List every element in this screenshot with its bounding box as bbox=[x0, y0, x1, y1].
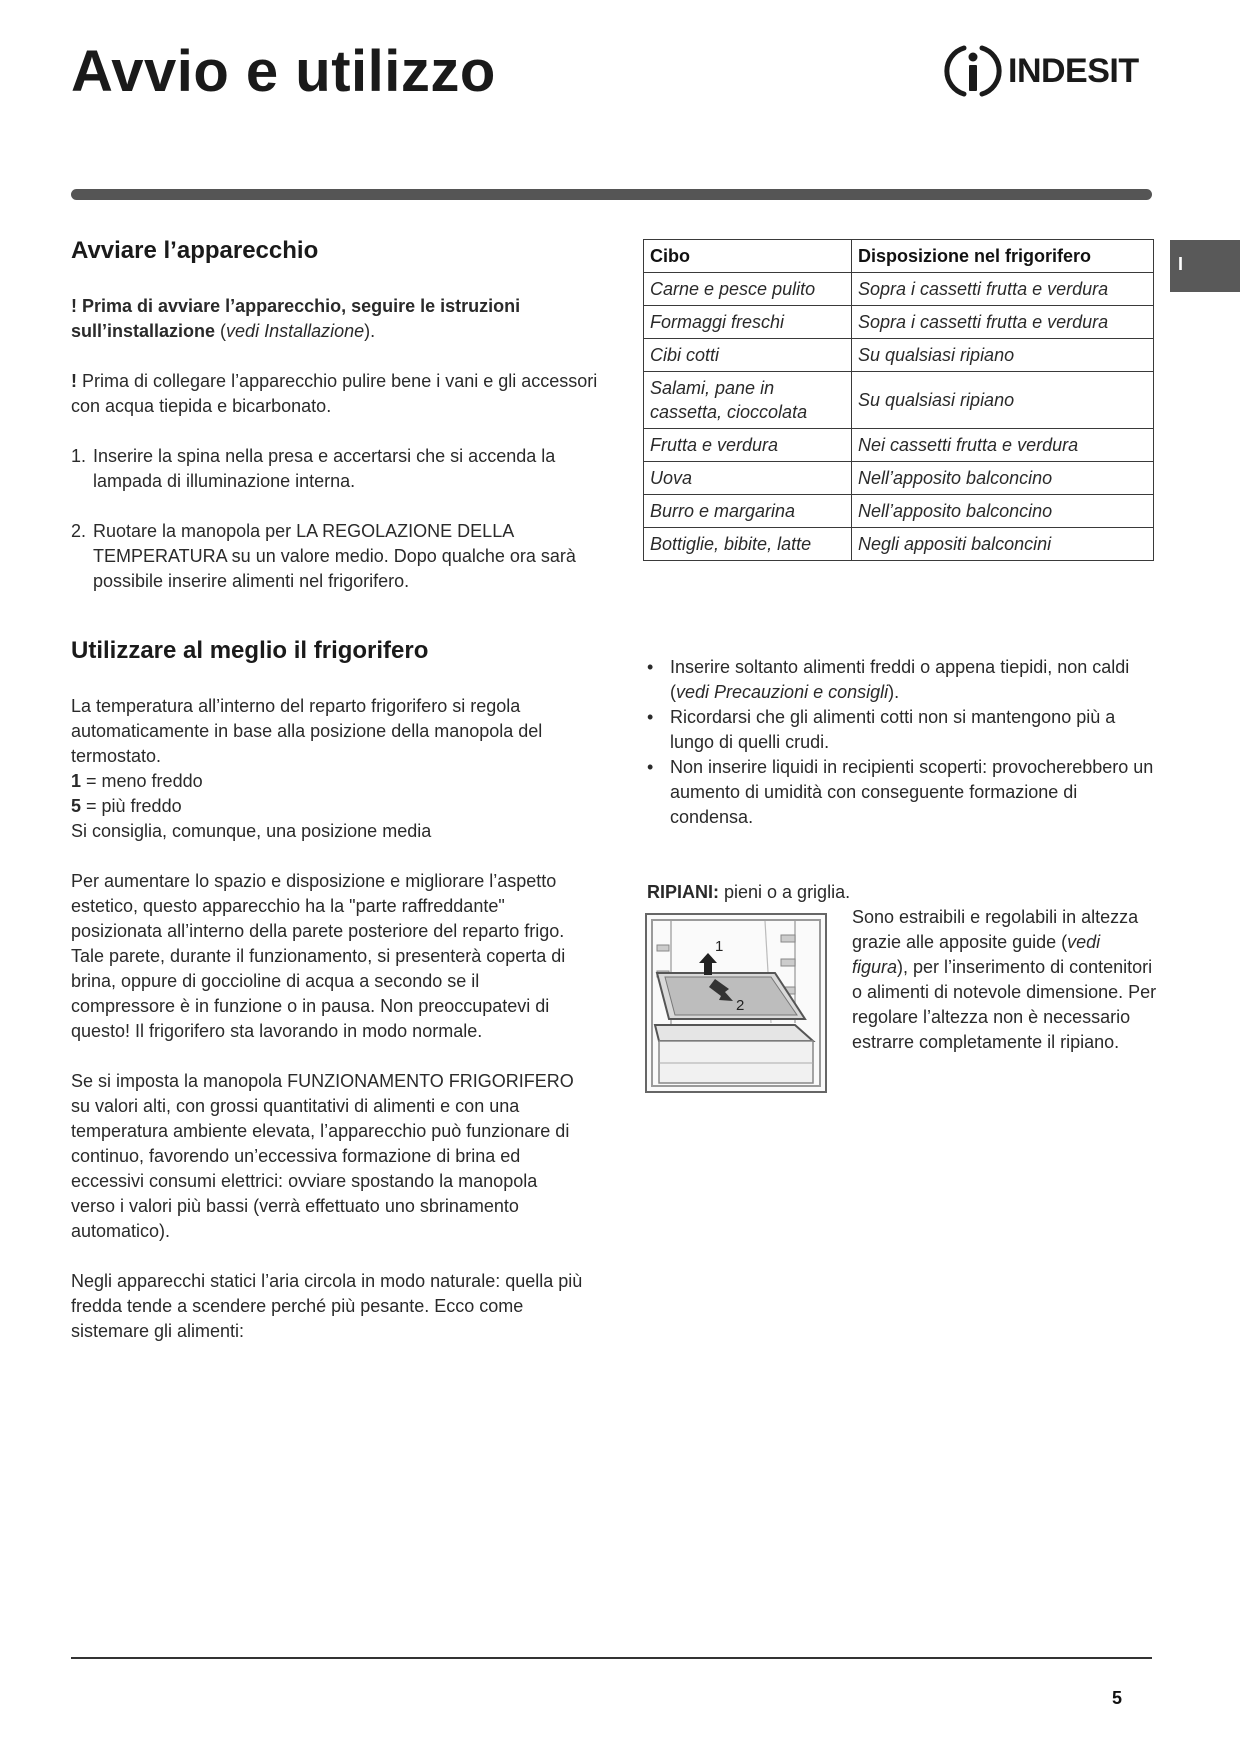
language-tab bbox=[1170, 240, 1240, 292]
shelves-label-rest: pieni o a griglia. bbox=[719, 882, 851, 902]
warning-clean-text: Prima di collegare l’apparecchio pulire bene i vani e gli accessori con acqua tiepida e bicarbonato. bbox=[71, 371, 598, 416]
food-placement-table-wrap bbox=[643, 239, 1154, 561]
scale-1-text: = meno freddo bbox=[81, 771, 203, 791]
shelves-text-b: ), per l’inserimento di contenitori o alimenti di notevole dimensione. Per regolare l’altezza non è necessario estrarre completamente il ripiano. bbox=[852, 957, 1157, 1052]
table-cell: Su qualsiasi ripiano bbox=[852, 339, 1154, 372]
shelves-label-line bbox=[647, 880, 850, 905]
air-circulation-paragraph: Negli apparecchi statici l’aria circola in modo naturale: quella più fredda tende a scendere perché più pesante. Ecco come sistemare gli alimenti: bbox=[71, 1271, 583, 1341]
brand-logo bbox=[944, 42, 1139, 100]
step-2 bbox=[71, 519, 601, 594]
table-cell: Formaggi freschi bbox=[644, 306, 852, 339]
table-header-cell: Disposizione nel frigorifero bbox=[852, 240, 1154, 273]
shelves-text-a: Sono estraibili e regolabili in altezza grazie alle apposite guide ( bbox=[852, 907, 1139, 952]
scale-5 bbox=[71, 794, 586, 819]
list-item bbox=[645, 655, 1155, 705]
tip-text-end: ). bbox=[888, 682, 900, 702]
food-placement-table bbox=[643, 239, 1154, 561]
table-cell: Carne e pesce pulito bbox=[644, 273, 852, 306]
table-cell: Cibi cotti bbox=[644, 339, 852, 372]
step-text: Inserire la spina nella presa e accertarsi che si accenda la lampada di illuminazione interna. bbox=[93, 446, 556, 491]
language-tab-label: I bbox=[1178, 254, 1184, 274]
shelves-description bbox=[852, 905, 1157, 1055]
table-cell: Nell’apposito balconcino bbox=[852, 462, 1154, 495]
table-row bbox=[644, 462, 1154, 495]
tip-text: Inserire soltanto alimenti freddi o appena tiepidi, non caldi ( bbox=[670, 657, 1130, 702]
warning-clean-mark: ! bbox=[71, 371, 77, 391]
high-setting-paragraph: Se si imposta la manopola FUNZIONAMENTO FRIGORIFERO su valori alti, con grossi quantitativi di alimenti e con una temperatura ambiente elevata, l’apparecchio può funzionare di continuo, favorendo un’eccessiva formazione di brina ed eccessivi consumi elettrici: ovviare spostando la manopola verso i valori più bassi (verrà effettuato uno sbrinamento automatico). bbox=[71, 1071, 574, 1241]
thermostat-paragraph bbox=[71, 694, 586, 844]
table-row bbox=[644, 372, 1154, 429]
figure-label-1: 1 bbox=[715, 938, 724, 955]
section-use-heading: Utilizzare al meglio il frigorifero bbox=[71, 637, 429, 664]
scale-1 bbox=[71, 769, 586, 794]
table-cell: Salami, pane in cassetta, cioccolata bbox=[644, 372, 852, 429]
table-header-cell: Cibo bbox=[644, 240, 852, 273]
tips-list-wrap bbox=[645, 655, 1155, 830]
section-start bbox=[71, 236, 601, 594]
section-start-heading: Avviare l’apparecchio bbox=[71, 237, 319, 264]
table-cell: Burro e margarina bbox=[644, 495, 852, 528]
warning-install-bold: ! Prima di avviare l’apparecchio, seguire le istruzioni sull’installazione bbox=[71, 296, 521, 341]
indesit-logo-icon bbox=[944, 42, 1002, 100]
step-1 bbox=[71, 444, 601, 494]
shelves-ref: vedi figura bbox=[852, 932, 1101, 977]
table-cell: Negli appositi balconcini bbox=[852, 528, 1154, 561]
table-cell: Frutta e verdura bbox=[644, 429, 852, 462]
tip-ref: vedi Precauzioni e consigli bbox=[676, 682, 889, 702]
table-row bbox=[644, 339, 1154, 372]
shelves-label: RIPIANI: bbox=[647, 882, 719, 902]
warning-install: ! Prima di avviare l’apparecchio, seguire le istruzioni sull’installazione (vedi Installazione). bbox=[71, 296, 521, 341]
table-header-row bbox=[644, 240, 1154, 273]
table-cell: Sopra i cassetti frutta e verdura bbox=[852, 306, 1154, 339]
table-cell: Nei cassetti frutta e verdura bbox=[852, 429, 1154, 462]
step-number: 2. bbox=[71, 521, 87, 541]
page-number: 5 bbox=[1112, 1688, 1123, 1708]
table-row bbox=[644, 495, 1154, 528]
scale-1-num: 1 bbox=[71, 771, 82, 791]
shelf-figure bbox=[645, 913, 827, 1093]
figure-label-2: 2 bbox=[736, 997, 745, 1014]
tips-list bbox=[645, 655, 1155, 830]
step-text: Ruotare la manopola per LA REGOLAZIONE DELLA TEMPERATURA su un valore medio. Dopo qualche ora sarà possibile inserire alimenti nel frigorifero. bbox=[93, 521, 576, 591]
table-row bbox=[644, 528, 1154, 561]
table-cell: Sopra i cassetti frutta e verdura bbox=[852, 273, 1154, 306]
list-item: • Ricordarsi che gli alimenti cotti non si mantengono più a lungo di quelli crudi. bbox=[645, 705, 1155, 755]
thermostat-intro: La temperatura all’interno del reparto frigorifero si regola automaticamente in base alla posizione della manopola del termostato. bbox=[71, 696, 543, 766]
table-cell: Uova bbox=[644, 462, 852, 495]
table-row bbox=[644, 429, 1154, 462]
footer-divider bbox=[71, 1657, 1152, 1659]
table-cell: Nell’apposito balconcino bbox=[852, 495, 1154, 528]
warning-clean bbox=[71, 369, 601, 419]
table-row bbox=[644, 306, 1154, 339]
page-title: Avvio e utilizzo bbox=[71, 39, 496, 104]
thermostat-advice: Si consiglia, comunque, una posizione media bbox=[71, 821, 432, 841]
scale-5-num: 5 bbox=[71, 796, 82, 816]
section-use bbox=[71, 636, 586, 1344]
warning-install-ref: vedi Installazione bbox=[226, 321, 365, 341]
table-cell: Bottiglie, bibite, latte bbox=[644, 528, 852, 561]
brand-name: INDESIT bbox=[1008, 51, 1139, 90]
step-number: 1. bbox=[71, 446, 87, 466]
header-divider bbox=[71, 189, 1152, 200]
cooling-wall-paragraph: Per aumentare lo spazio e disposizione e migliorare l’aspetto estetico, questo apparecchio ha la "parte raffreddante" posizionata all’interno della parete posteriore del reparto frigo. Tale parete, durante il funzionamento, si presenterà coperta di brina, oppure di goccioline di acqua a secondo se il compressore è in funzione o in pausa. Non preoccupatevi di questo! Il frigorifero sta lavorando in modo normale. bbox=[71, 871, 566, 1041]
scale-5-text: = più freddo bbox=[81, 796, 182, 816]
table-cell: Su qualsiasi ripiano bbox=[852, 372, 1154, 429]
table-row bbox=[644, 273, 1154, 306]
list-item: • Non inserire liquidi in recipienti scoperti: provocherebbero un aumento di umidità con conseguente formazione di condensa. bbox=[645, 755, 1155, 830]
